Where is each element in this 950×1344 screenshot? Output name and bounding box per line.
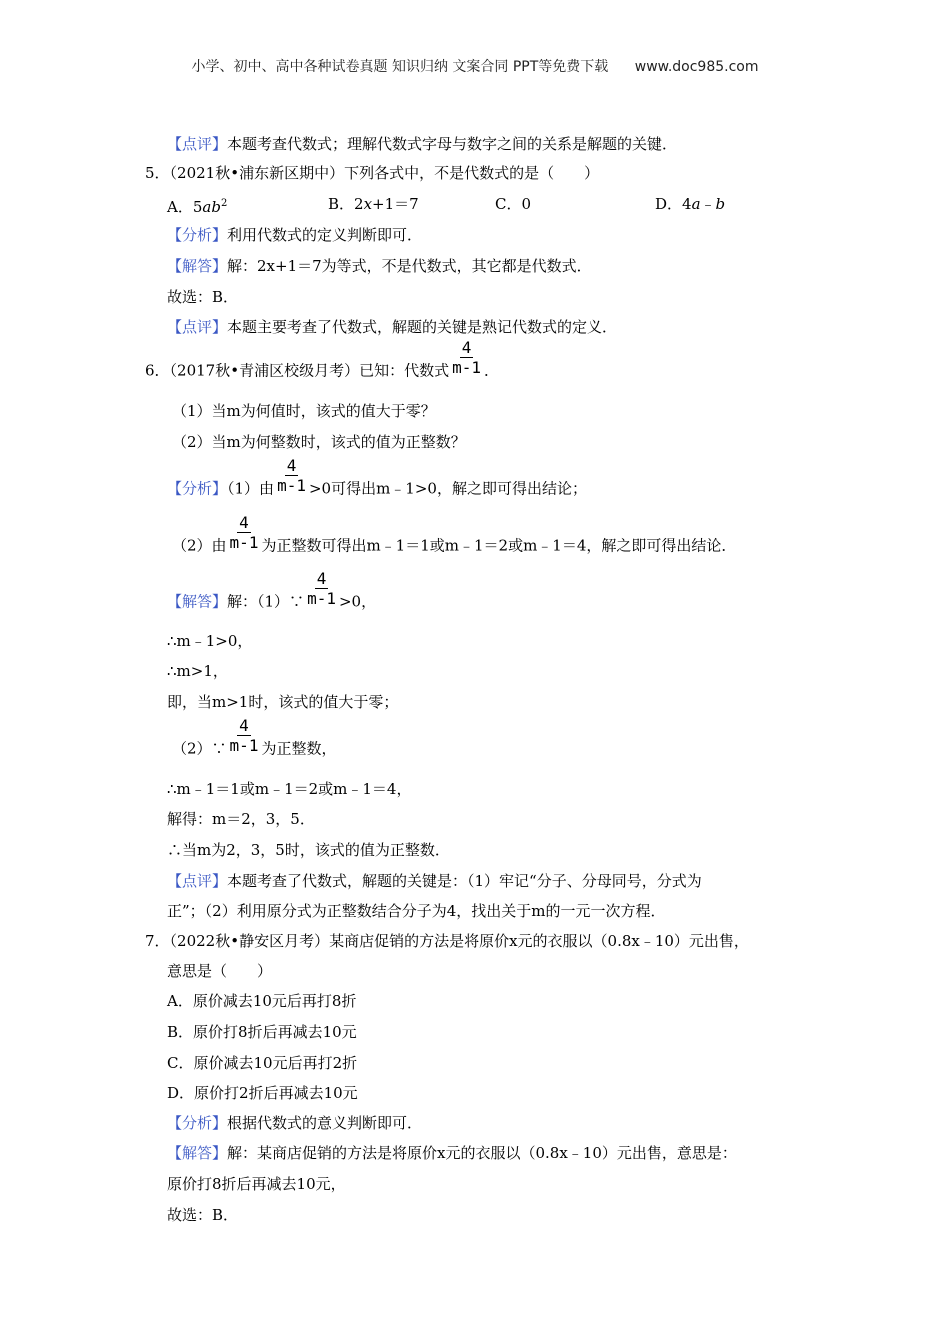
q6-stem: 6．（2017秋•青浦区校级月考）已知：代数式 $\frac{4}{m-1}$ ． xyxy=(145,338,499,380)
q5-option-a: A．$5ab^2$ xyxy=(167,198,228,216)
q6-step-7: 解得：m＝2，3，5． xyxy=(167,810,315,828)
q7-analysis: 【分析】根据代数式的意义判断即可． xyxy=(167,1114,423,1132)
fraction: $\frac{4}{m-1}$ xyxy=(229,716,259,755)
q7-stem-1: 7．（2022秋•静安区月考）某商店促销的方法是将原价x元的衣服以（0.8x﹣10）元出售， xyxy=(145,932,749,950)
header-text: 小学、初中、高中各种试卷真题 知识归纳 文案合同 PPT等免费下载 xyxy=(191,59,609,75)
q7-option-b: B．原价打8折后再减去10元 xyxy=(167,1023,357,1041)
fraction: $\frac{4}{m-1}$ xyxy=(452,338,481,377)
fraction: $\frac{4}{m-1}$ xyxy=(277,456,306,495)
q5-choice: 故选：B． xyxy=(167,288,239,306)
q7-choice: 故选：B． xyxy=(167,1206,239,1224)
q7-option-a: A．原价减去10元后再打8折 xyxy=(167,992,357,1010)
q7-option-c: C．原价减去10元后再打2折 xyxy=(167,1054,358,1072)
q6-comment-2: 正”；（2）利用原分式为正整数结合分子为4，找出关于m的一元一次方程． xyxy=(167,902,666,920)
q5-stem: 5．（2021秋•浦东新区期中）下列各式中，不是代数式的是（ ） xyxy=(145,164,600,182)
q5-comment: 【点评】本题主要考查了代数式，解题的关键是熟记代数式的定义． xyxy=(167,318,618,336)
fraction: $\frac{4}{m-1}$ xyxy=(307,569,336,608)
q7-option-d: D．原价打2折后再减去10元 xyxy=(167,1084,358,1102)
q5-option-c: C．0 xyxy=(495,195,532,213)
q6-comment-1: 【点评】本题考查了代数式，解题的关键是：（1）牢记“分子、分母同号，分式为 xyxy=(167,872,702,890)
q6-step-4: 即，当m>1时，该式的值大于零； xyxy=(167,693,399,711)
q6-solution-1: 【解答】解：（1）∵ $\frac{4}{m-1}$ >0， xyxy=(167,569,377,611)
header-site[interactable]: www.doc985.com xyxy=(634,59,759,75)
fraction: $\frac{4}{m-1}$ xyxy=(229,513,259,552)
q5-analysis: 【分析】利用代数式的定义判断即可． xyxy=(167,226,423,244)
q5-option-b: B．2x+1＝7 xyxy=(328,195,419,213)
q7-solution-2: 原价打8折后再减去10元， xyxy=(167,1175,346,1193)
q6-step-3: ∴m>1， xyxy=(167,662,228,680)
comment-tag: 【点评】 xyxy=(167,135,228,153)
q5-option-d: D．4a﹣b xyxy=(655,195,726,213)
q6-step-6: ∴m﹣1＝1或m﹣1＝2或m﹣1＝4， xyxy=(167,780,412,798)
q7-stem-2: 意思是（ ） xyxy=(167,962,273,980)
q6-analysis-1: 【分析】（1）由 $\frac{4}{m-1}$ >0可得出m﹣1>0，解之即可得出结论； xyxy=(167,456,587,498)
q6-step-8: ∴当m为2，3，5时，该式的值为正整数． xyxy=(167,841,450,859)
q6-analysis-2: （2）由 $\frac{4}{m-1}$ 为正整数可得出m﹣1＝1或m﹣1＝2或m﹣1＝4，解之即可得出结论． xyxy=(172,513,737,555)
q6-step-2: ∴m﹣1>0， xyxy=(167,632,253,650)
prev-comment: 【点评】本题考查代数式；理解代数式字母与数字之间的关系是解题的关键． xyxy=(167,135,678,153)
q6-sub1: （1）当m为何值时，该式的值大于零？ xyxy=(172,402,436,420)
q5-solution: 【解答】解：2x+1＝7为等式，不是代数式，其它都是代数式． xyxy=(167,257,592,275)
q6-step-5: （2）∵ $\frac{4}{m-1}$ 为正整数， xyxy=(172,716,337,758)
q6-sub2: （2）当m为何整数时，该式的值为正整数？ xyxy=(172,433,466,451)
page-header xyxy=(0,56,950,76)
q7-solution-1: 【解答】解：某商店促销的方法是将原价x元的衣服以（0.8x﹣10）元出售，意思是： xyxy=(167,1144,737,1162)
